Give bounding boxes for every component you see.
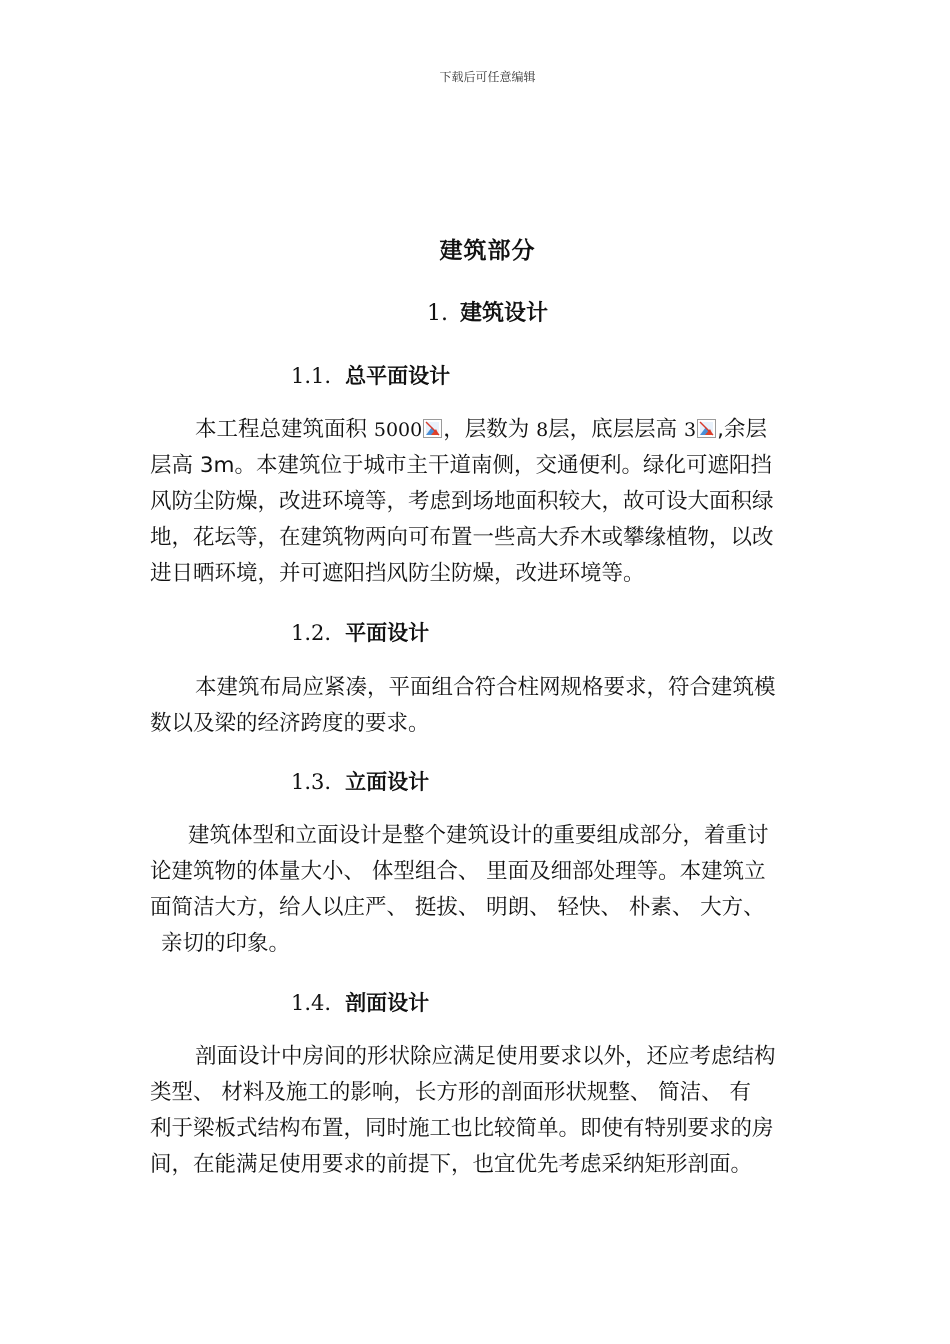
paragraph-line: 层高 3m。本建筑位于城市主干道南侧，交通便利。绿化可遮阳挡 [150, 453, 772, 478]
paragraph-line: 地，花坛等，在建筑物两向可布置一些高大乔木或攀缘植物，以改 [150, 525, 774, 550]
document-title: 建筑部分 [439, 238, 536, 264]
paragraph-line: 面简洁大方，给人以庄严、 挺拔、 明朗、 轻快、 朴素、 大方、 [150, 895, 765, 920]
section-paragraph-1-2 [150, 670, 835, 742]
paragraph-line: 本建筑布局应紧凑，平面组合符合柱网规格要求，符合建筑模 [195, 675, 776, 700]
section-title: 剖面设计 [345, 991, 430, 1015]
section-title: 平面设计 [345, 621, 430, 645]
paragraph-line: 本工程总建筑面积 5000 ，层数为 8层，底层层高 3 ,余层 [195, 417, 767, 442]
paragraph-line: 进日晒环境，并可遮阳挡风防尘防燥，改进环境等。 [150, 561, 645, 586]
broken-image-icon [423, 419, 442, 438]
section-number: 1.4. [291, 991, 332, 1015]
section-heading-1-3 [291, 766, 429, 796]
chapter-title: 建筑设计 [459, 301, 548, 326]
broken-image-icon [697, 419, 716, 438]
section-number: 1.2. [291, 621, 332, 645]
paragraph-line: 间，在能满足使用要求的前提下，也宜优先考虑采纳矩形剖面。 [150, 1152, 753, 1177]
paragraph-line: 建筑体型和立面设计是整个建筑设计的重要组成部分，着重讨 [188, 823, 769, 848]
section-heading-1-4 [291, 987, 429, 1017]
section-number: 1.1. [291, 364, 332, 388]
section-title: 总平面设计 [345, 364, 451, 388]
section-number: 1.3. [291, 770, 332, 794]
paragraph-line: 剖面设计中房间的形状除应满足使用要求以外，还应考虑结构 [195, 1044, 776, 1069]
chapter-number: 1. [426, 301, 448, 326]
section-heading-1-2 [291, 617, 429, 647]
paragraph-line: 类型、 材料及施工的影响，长方形的剖面形状规整、 简洁、 有 [150, 1080, 752, 1105]
paragraph-line: 亲切的印象。 [161, 931, 291, 956]
page-header-note: 下载后可任意编辑 [439, 70, 536, 84]
paragraph-line: 风防尘防燥，改进环境等，考虑到场地面积较大，故可设大面积绿 [150, 489, 774, 514]
paragraph-line: 数以及梁的经济跨度的要求。 [150, 711, 430, 736]
section-paragraph-1-1 [150, 412, 835, 592]
section-heading-1-1 [291, 360, 450, 390]
paragraph-line: 论建筑物的体量大小、 体型组合、 里面及细部处理等。本建筑立 [150, 859, 766, 884]
section-paragraph-1-3 [150, 818, 835, 962]
paragraph-line: 利于梁板式结构布置，同时施工也比较简单。即使有特别要求的房 [150, 1116, 774, 1141]
chapter-heading [0, 296, 950, 327]
section-title: 立面设计 [345, 770, 430, 794]
section-paragraph-1-4 [150, 1039, 835, 1183]
